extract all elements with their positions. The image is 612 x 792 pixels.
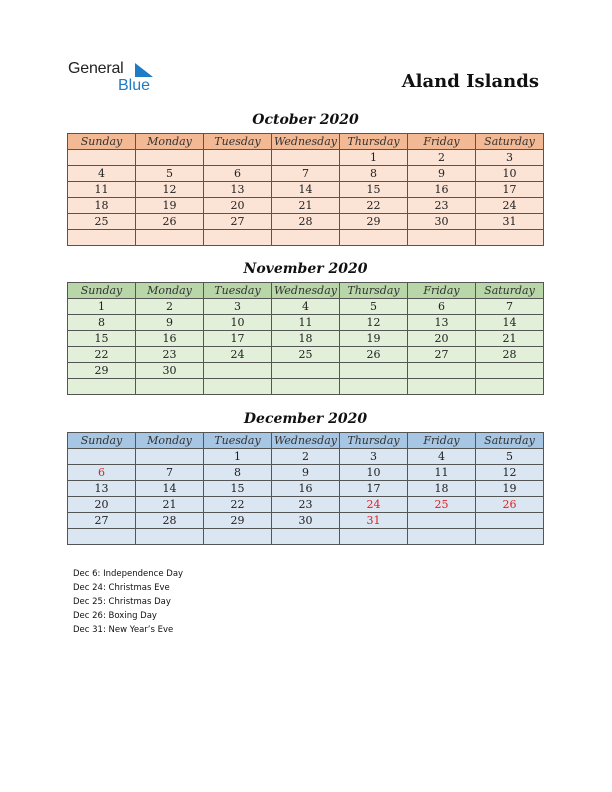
day-cell: 9 bbox=[408, 166, 476, 182]
day-cell bbox=[204, 230, 272, 246]
day-cell: 6 bbox=[204, 166, 272, 182]
day-cell: 19 bbox=[476, 481, 544, 497]
day-cell bbox=[476, 230, 544, 246]
day-cell: 23 bbox=[408, 198, 476, 214]
day-cell: 28 bbox=[476, 347, 544, 363]
day-cell: 1 bbox=[204, 449, 272, 465]
weekday-header: Wednesday bbox=[272, 283, 340, 299]
day-cell: 24 bbox=[204, 347, 272, 363]
day-cell: 5 bbox=[476, 449, 544, 465]
country-title: Aland Islands bbox=[401, 71, 539, 92]
weekday-header: Thursday bbox=[340, 433, 408, 449]
day-cell bbox=[408, 379, 476, 395]
day-cell: 18 bbox=[408, 481, 476, 497]
day-cell: 8 bbox=[340, 166, 408, 182]
weekday-header: Thursday bbox=[340, 134, 408, 150]
day-cell: 6 bbox=[408, 299, 476, 315]
day-cell: 25 bbox=[68, 214, 136, 230]
weekday-header: Friday bbox=[408, 283, 476, 299]
week-row bbox=[68, 299, 544, 315]
day-cell: 31 bbox=[340, 513, 408, 529]
day-cell: 12 bbox=[476, 465, 544, 481]
day-cell: 4 bbox=[272, 299, 340, 315]
week-row bbox=[68, 150, 544, 166]
logo-text-blue: Blue bbox=[118, 77, 151, 94]
day-cell: 11 bbox=[68, 182, 136, 198]
day-cell: 22 bbox=[68, 347, 136, 363]
month-title-december: December 2020 bbox=[243, 411, 368, 427]
day-cell: 6 bbox=[68, 465, 136, 481]
day-cell bbox=[408, 230, 476, 246]
holiday-note: Dec 6: Independence Day bbox=[73, 569, 184, 579]
day-cell bbox=[272, 150, 340, 166]
day-cell: 28 bbox=[272, 214, 340, 230]
weekday-header: Tuesday bbox=[204, 283, 272, 299]
day-cell: 11 bbox=[408, 465, 476, 481]
week-row bbox=[68, 198, 544, 214]
holiday-notes bbox=[73, 567, 183, 637]
day-cell: 18 bbox=[272, 331, 340, 347]
day-cell: 28 bbox=[136, 513, 204, 529]
weekday-header: Thursday bbox=[340, 283, 408, 299]
day-cell: 16 bbox=[136, 331, 204, 347]
day-cell bbox=[204, 363, 272, 379]
week-row bbox=[68, 449, 544, 465]
day-cell: 17 bbox=[340, 481, 408, 497]
day-cell: 26 bbox=[136, 214, 204, 230]
weekday-header: Sunday bbox=[68, 433, 136, 449]
day-cell bbox=[408, 513, 476, 529]
day-cell: 21 bbox=[476, 331, 544, 347]
day-cell bbox=[340, 363, 408, 379]
holiday-note: Dec 24: Christmas Eve bbox=[73, 583, 170, 593]
day-cell bbox=[136, 150, 204, 166]
week-row bbox=[68, 465, 544, 481]
day-cell bbox=[272, 379, 340, 395]
day-cell: 19 bbox=[136, 198, 204, 214]
week-row bbox=[68, 347, 544, 363]
day-cell: 8 bbox=[68, 315, 136, 331]
day-cell: 3 bbox=[204, 299, 272, 315]
weekday-header: Saturday bbox=[476, 283, 544, 299]
day-cell bbox=[136, 529, 204, 545]
day-cell bbox=[136, 230, 204, 246]
day-cell: 29 bbox=[204, 513, 272, 529]
weekday-header: Monday bbox=[136, 283, 204, 299]
day-cell: 12 bbox=[136, 182, 204, 198]
day-cell: 29 bbox=[68, 363, 136, 379]
day-cell: 3 bbox=[340, 449, 408, 465]
weekday-header-row bbox=[68, 134, 544, 150]
day-cell: 7 bbox=[136, 465, 204, 481]
week-row bbox=[68, 230, 544, 246]
day-cell: 26 bbox=[476, 497, 544, 513]
week-row bbox=[68, 379, 544, 395]
week-row bbox=[68, 481, 544, 497]
day-cell bbox=[340, 379, 408, 395]
day-cell bbox=[204, 379, 272, 395]
day-cell: 23 bbox=[136, 347, 204, 363]
day-cell bbox=[476, 379, 544, 395]
day-cell: 9 bbox=[272, 465, 340, 481]
day-cell: 21 bbox=[136, 497, 204, 513]
weekday-header: Wednesday bbox=[272, 433, 340, 449]
day-cell: 13 bbox=[408, 315, 476, 331]
weekday-header: Tuesday bbox=[204, 433, 272, 449]
day-cell: 25 bbox=[408, 497, 476, 513]
weekday-header-row bbox=[68, 283, 544, 299]
day-cell bbox=[68, 150, 136, 166]
day-cell bbox=[476, 529, 544, 545]
week-row bbox=[68, 513, 544, 529]
day-cell: 15 bbox=[340, 182, 408, 198]
day-cell bbox=[476, 363, 544, 379]
day-cell bbox=[408, 363, 476, 379]
day-cell bbox=[204, 529, 272, 545]
day-cell: 18 bbox=[68, 198, 136, 214]
day-cell: 20 bbox=[68, 497, 136, 513]
weekday-header-row bbox=[68, 433, 544, 449]
day-cell: 27 bbox=[408, 347, 476, 363]
day-cell: 5 bbox=[340, 299, 408, 315]
day-cell bbox=[68, 449, 136, 465]
day-cell: 10 bbox=[204, 315, 272, 331]
day-cell: 17 bbox=[476, 182, 544, 198]
day-cell: 27 bbox=[204, 214, 272, 230]
week-row bbox=[68, 214, 544, 230]
day-cell: 17 bbox=[204, 331, 272, 347]
weekday-header: Saturday bbox=[476, 134, 544, 150]
day-cell: 5 bbox=[136, 166, 204, 182]
day-cell: 21 bbox=[272, 198, 340, 214]
day-cell bbox=[68, 379, 136, 395]
day-cell: 26 bbox=[340, 347, 408, 363]
day-cell bbox=[136, 449, 204, 465]
weekday-header: Friday bbox=[408, 134, 476, 150]
day-cell bbox=[272, 363, 340, 379]
weekday-header: Friday bbox=[408, 433, 476, 449]
holiday-note: Dec 26: Boxing Day bbox=[73, 611, 157, 621]
day-cell bbox=[204, 150, 272, 166]
day-cell: 2 bbox=[408, 150, 476, 166]
day-cell: 27 bbox=[68, 513, 136, 529]
week-row bbox=[68, 529, 544, 545]
day-cell: 1 bbox=[340, 150, 408, 166]
day-cell: 14 bbox=[272, 182, 340, 198]
day-cell bbox=[272, 529, 340, 545]
day-cell: 22 bbox=[340, 198, 408, 214]
day-cell: 3 bbox=[476, 150, 544, 166]
day-cell: 14 bbox=[136, 481, 204, 497]
day-cell: 15 bbox=[68, 331, 136, 347]
logo-triangle-icon bbox=[135, 63, 153, 77]
week-row bbox=[68, 363, 544, 379]
week-row bbox=[68, 182, 544, 198]
day-cell: 25 bbox=[272, 347, 340, 363]
day-cell: 1 bbox=[68, 299, 136, 315]
day-cell: 10 bbox=[476, 166, 544, 182]
week-row bbox=[68, 166, 544, 182]
day-cell: 2 bbox=[272, 449, 340, 465]
day-cell: 19 bbox=[340, 331, 408, 347]
day-cell: 16 bbox=[272, 481, 340, 497]
day-cell bbox=[340, 230, 408, 246]
day-cell: 29 bbox=[340, 214, 408, 230]
day-cell: 13 bbox=[204, 182, 272, 198]
weekday-header: Monday bbox=[136, 134, 204, 150]
month-title-november: November 2020 bbox=[243, 261, 368, 277]
day-cell: 11 bbox=[272, 315, 340, 331]
day-cell: 30 bbox=[272, 513, 340, 529]
week-row bbox=[68, 331, 544, 347]
day-cell: 2 bbox=[136, 299, 204, 315]
calendar-december bbox=[67, 432, 544, 545]
logo-text-general: General bbox=[68, 60, 124, 77]
day-cell: 10 bbox=[340, 465, 408, 481]
day-cell: 8 bbox=[204, 465, 272, 481]
day-cell bbox=[476, 513, 544, 529]
day-cell: 20 bbox=[204, 198, 272, 214]
calendar-november bbox=[67, 282, 544, 395]
day-cell: 12 bbox=[340, 315, 408, 331]
day-cell bbox=[68, 230, 136, 246]
weekday-header: Sunday bbox=[68, 134, 136, 150]
day-cell: 9 bbox=[136, 315, 204, 331]
calendar-october bbox=[67, 133, 544, 246]
day-cell: 31 bbox=[476, 214, 544, 230]
day-cell: 16 bbox=[408, 182, 476, 198]
weekday-header: Wednesday bbox=[272, 134, 340, 150]
day-cell: 14 bbox=[476, 315, 544, 331]
day-cell: 23 bbox=[272, 497, 340, 513]
weekday-header: Saturday bbox=[476, 433, 544, 449]
day-cell: 22 bbox=[204, 497, 272, 513]
day-cell: 30 bbox=[136, 363, 204, 379]
day-cell: 20 bbox=[408, 331, 476, 347]
day-cell: 4 bbox=[408, 449, 476, 465]
day-cell: 4 bbox=[68, 166, 136, 182]
day-cell bbox=[272, 230, 340, 246]
day-cell bbox=[340, 529, 408, 545]
week-row bbox=[68, 497, 544, 513]
day-cell: 24 bbox=[476, 198, 544, 214]
weekday-header: Monday bbox=[136, 433, 204, 449]
day-cell: 15 bbox=[204, 481, 272, 497]
day-cell: 13 bbox=[68, 481, 136, 497]
day-cell bbox=[68, 529, 136, 545]
day-cell bbox=[136, 379, 204, 395]
day-cell: 7 bbox=[476, 299, 544, 315]
day-cell bbox=[408, 529, 476, 545]
day-cell: 30 bbox=[408, 214, 476, 230]
day-cell: 7 bbox=[272, 166, 340, 182]
holiday-note: Dec 31: New Year’s Eve bbox=[73, 625, 174, 635]
day-cell: 24 bbox=[340, 497, 408, 513]
week-row bbox=[68, 315, 544, 331]
weekday-header: Tuesday bbox=[204, 134, 272, 150]
generalblue-logo bbox=[68, 60, 168, 96]
holiday-note: Dec 25: Christmas Day bbox=[73, 597, 171, 607]
month-title-october: October 2020 bbox=[252, 112, 359, 128]
weekday-header: Sunday bbox=[68, 283, 136, 299]
